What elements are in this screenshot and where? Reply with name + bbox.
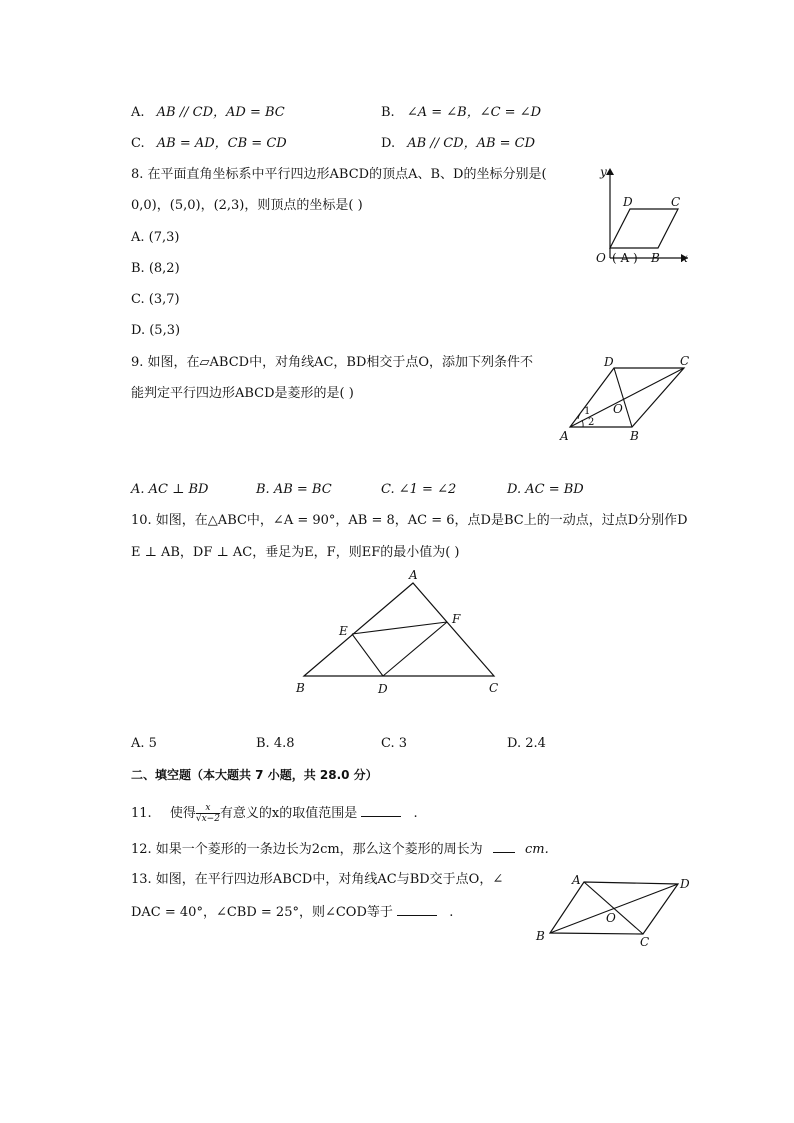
q11-fraction-denominator: √x−2	[195, 814, 220, 824]
q8-option-d: D. (5,3)	[131, 323, 181, 338]
q11-text-post: 有意义的x的取值范围是	[219, 806, 358, 821]
q11-text-pre: 使得	[169, 806, 196, 821]
q10-option-b: B. 4.8	[256, 736, 295, 751]
q13-diagonal-ac	[584, 882, 643, 934]
q9-label-c: C	[680, 354, 690, 368]
q8-stem-line2: 0,0)，(5,0)，(2,3)，则顶点的坐标是( )	[131, 198, 363, 213]
q9-stem-line1: 9. 如图，在▱ABCD中，对角线AC，BD相交于点O，添加下列条件不	[131, 355, 534, 370]
q10-label-f: F	[452, 612, 461, 626]
q13-diagonal-bd	[550, 884, 678, 933]
q10-option-d: D. 2.4	[507, 736, 546, 751]
q8-label-x: x	[681, 251, 688, 265]
q10-label-d: D	[378, 682, 388, 696]
q11-end: .	[413, 806, 418, 821]
q8-label-o: O	[596, 251, 606, 265]
q10-triangle-figure	[290, 565, 510, 700]
q9-option-c: C. ∠1 = ∠2	[381, 482, 457, 497]
q7-option-b: B. ∠A = ∠B，∠C = ∠D	[381, 105, 542, 120]
q9-label-b: B	[630, 429, 639, 443]
q10-label-a: A	[409, 568, 418, 582]
q11-fraction	[196, 803, 220, 824]
q10-segment-de	[352, 634, 383, 676]
q10-option-c: C. 3	[381, 736, 408, 751]
q9-angle1-arc	[578, 414, 580, 419]
q13-label-b: B	[536, 929, 545, 943]
q12-stem	[131, 840, 549, 859]
q9-label-angle1: 1	[584, 406, 591, 417]
q9-diagonal-bd	[614, 368, 632, 427]
q12-text-post: cm.	[524, 842, 549, 857]
q11-number: 11.	[131, 806, 152, 821]
q9-label-d: D	[604, 355, 614, 369]
q9-option-d: D. AC = BD	[507, 482, 584, 497]
q10-label-b: B	[296, 681, 305, 695]
q13-label-c: C	[640, 935, 650, 949]
q8-label-a: ( A )	[612, 251, 638, 265]
q13-parallelogram-figure	[530, 870, 700, 952]
q11-fraction-numerator: x	[196, 803, 220, 814]
q10-segment-ef	[352, 622, 447, 634]
q9-label-angle2: 2	[588, 417, 595, 428]
q13-end: .	[449, 905, 454, 920]
q9-option-b: B. AB = BC	[256, 482, 332, 497]
q10-stem-line1: 10. 如图，在△ABC中，∠A = 90°，AB = 8，AC = 6，点D是BC上的一动点，过点D分别作D	[131, 513, 688, 528]
q11-stem	[131, 803, 418, 825]
q9-stem-line2: 能判定平行四边形ABCD是菱形的是( )	[131, 386, 354, 401]
q8-option-b: B. (8,2)	[131, 261, 180, 276]
q13-text-pre: DAC = 40°，∠CBD = 25°，则∠COD等于	[131, 905, 393, 920]
section-heading-fill-in: 二、填空题（本大题共 7 小题，共 28.0 分）	[131, 768, 378, 782]
q12-text-pre: 12. 如果一个菱形的一条边长为2cm，那么这个菱形的周长为	[131, 842, 483, 857]
q8-coordinate-figure	[588, 162, 698, 272]
q8-option-c: C. (3,7)	[131, 292, 180, 307]
q13-stem-line1: 13. 如图，在平行四边形ABCD中，对角线AC与BD交于点O，∠	[131, 872, 504, 887]
q13-stem-line2	[131, 903, 453, 922]
q10-label-c: C	[489, 681, 499, 695]
q8-parallelogram	[610, 209, 678, 248]
q8-option-a: A. (7,3)	[131, 230, 180, 245]
q8-y-arrow	[606, 168, 614, 175]
q8-label-y: y	[600, 165, 607, 179]
q7-option-a: A. AB // CD，AD = BC	[131, 105, 285, 120]
q7-option-c: C. AB = AD，CB = CD	[131, 136, 287, 151]
q9-label-a: A	[560, 429, 569, 443]
q7-option-d: D. AB // CD，AB = CD	[381, 136, 536, 151]
q13-label-d: D	[680, 877, 690, 891]
q8-label-c: C	[671, 195, 681, 209]
q8-stem-line1: 8. 在平面直角坐标系中平行四边形ABCD的顶点A、B、D的坐标分别是(	[131, 167, 547, 182]
q13-label-o: O	[606, 911, 616, 925]
q8-label-b: B	[651, 251, 660, 265]
q13-answer-blank[interactable]	[397, 903, 437, 916]
q10-segment-df	[383, 622, 447, 676]
q11-answer-blank[interactable]	[361, 804, 401, 817]
q10-option-a: A. 5	[131, 736, 157, 751]
q9-option-a: A. AC ⊥ BD	[131, 482, 209, 497]
q9-label-o: O	[613, 402, 623, 416]
q13-label-a: A	[572, 873, 581, 887]
q10-label-e: E	[339, 624, 348, 638]
q10-stem-line2: E ⊥ AB，DF ⊥ AC，垂足为E，F，则EF的最小值为( )	[131, 545, 460, 560]
q9-rhombus-figure	[552, 352, 698, 448]
q8-label-d: D	[623, 195, 633, 209]
q12-answer-blank[interactable]	[493, 840, 515, 853]
q9-angle2-arc	[582, 420, 583, 427]
